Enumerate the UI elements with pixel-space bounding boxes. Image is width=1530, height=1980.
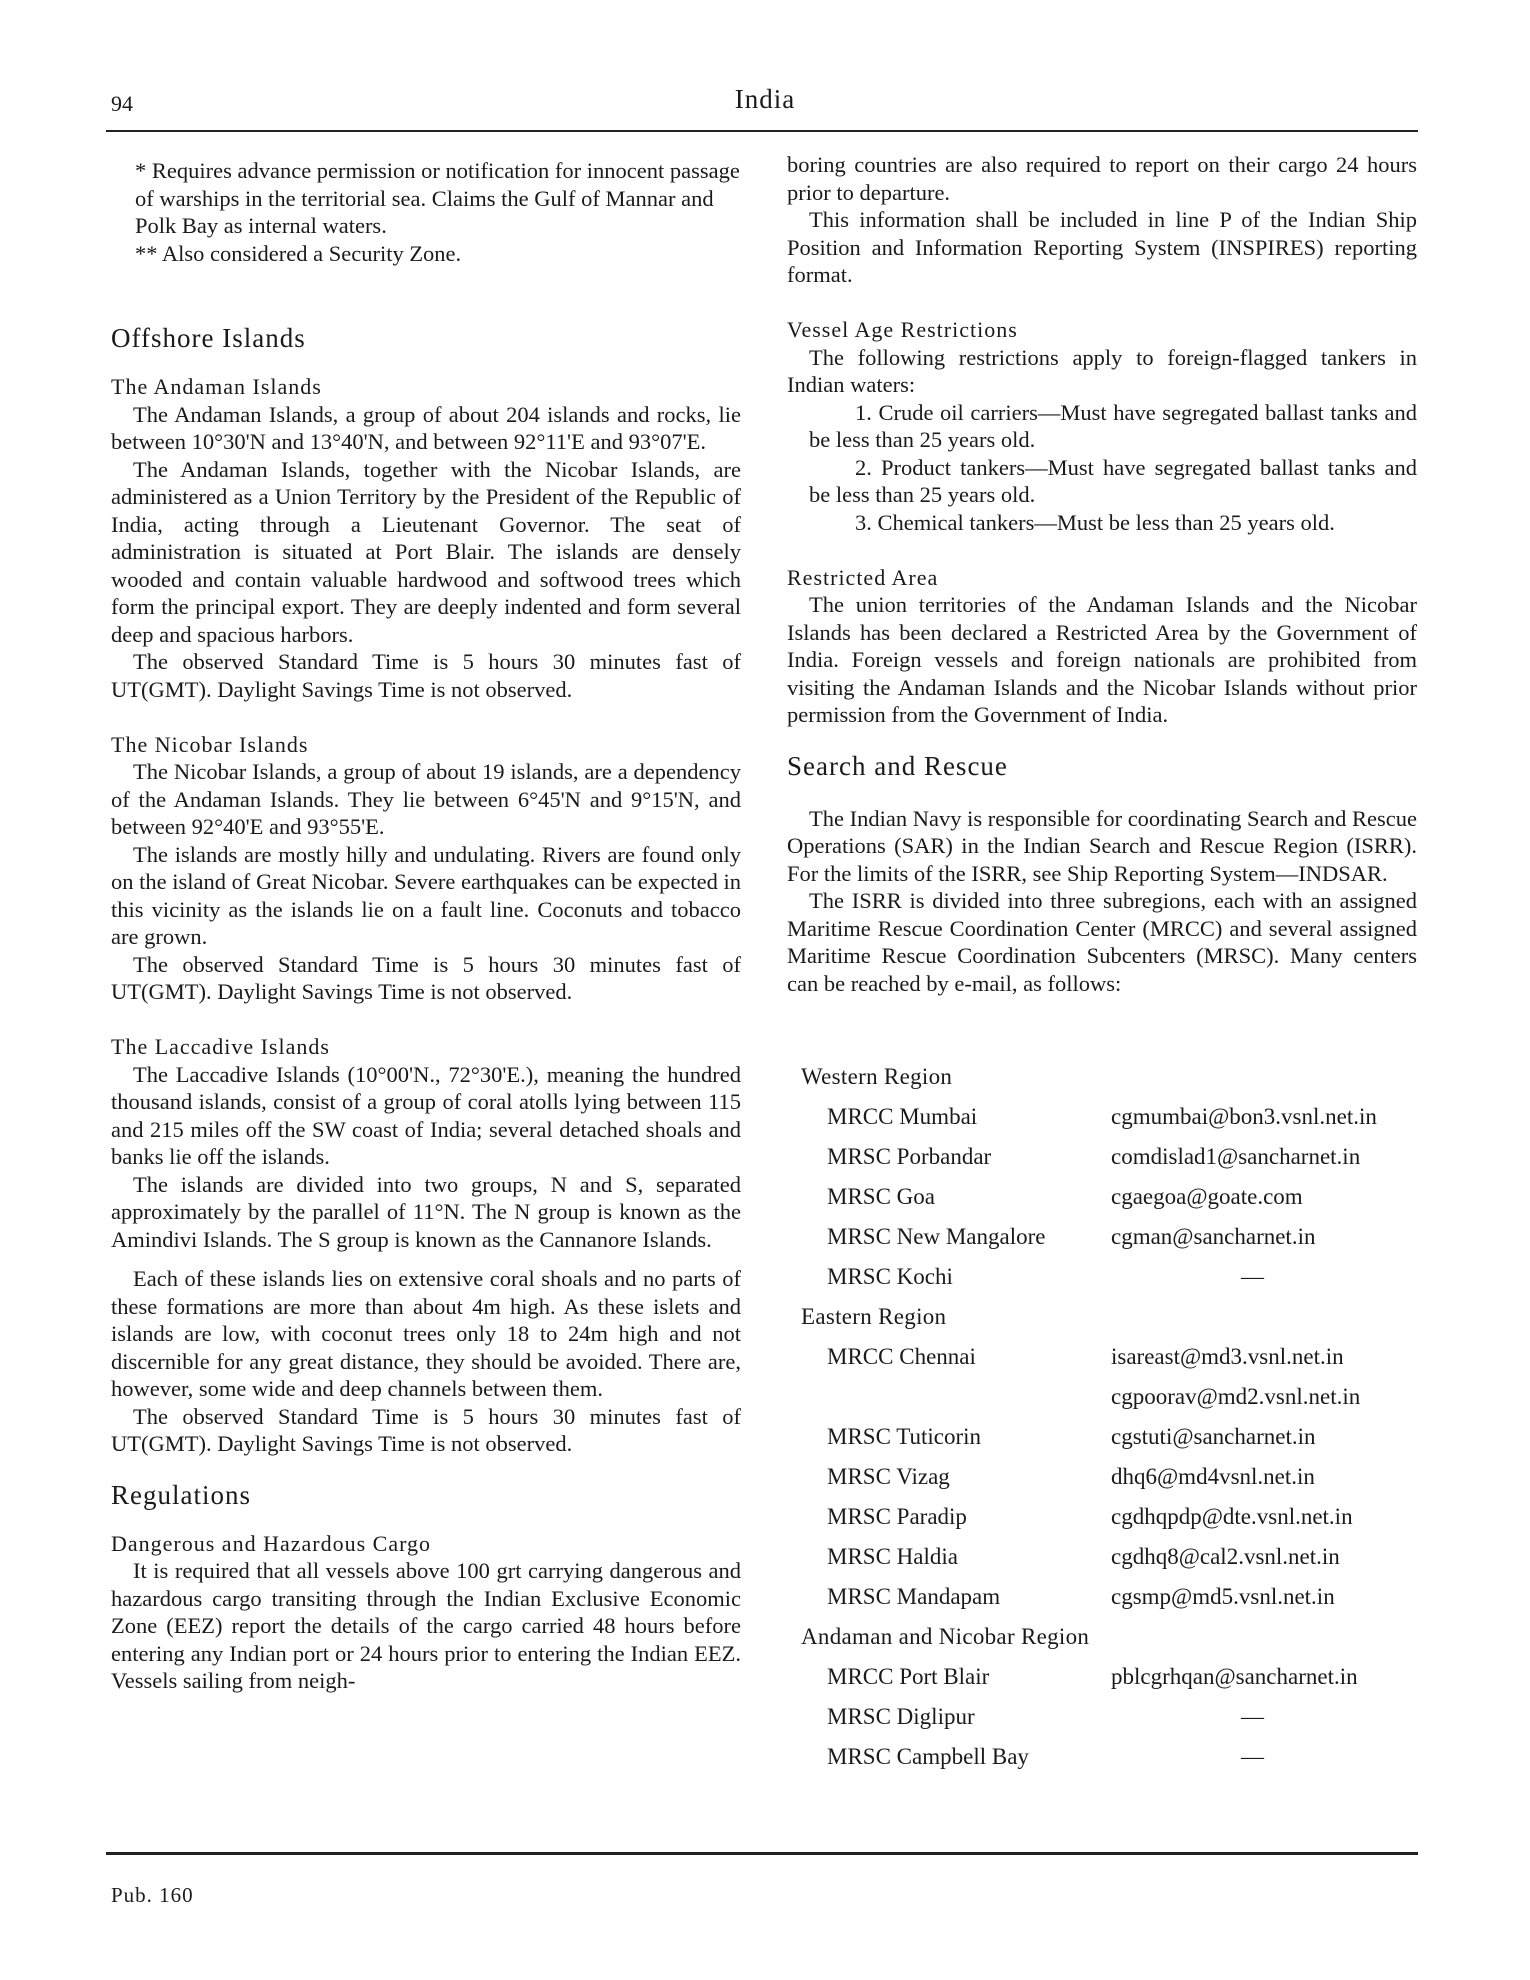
list-item: 2. Product tankers—Must have segregated ballast tanks and be less than 25 years old. bbox=[809, 454, 1417, 507]
section-heading-offshore-islands: Offshore Islands bbox=[111, 323, 306, 353]
center-email[interactable]: isareast@md3.vsnl.net.in bbox=[1111, 1344, 1344, 1369]
paragraph: The observed Standard Time is 5 hours 30 minutes fast of UT(GMT). Daylight Savings Time is not observed. bbox=[111, 1403, 741, 1456]
right-column bbox=[787, 151, 1417, 1777]
paragraph: The observed Standard Time is 5 hours 30 minutes fast of UT(GMT). Daylight Savings Time is not observed. bbox=[111, 951, 741, 1004]
paragraph: The islands are divided into two groups, N and S, separated approximately by the parallel of 11°N. The N group is known as the Amindivi Islands. The S group is known as the Cannanore Islands. bbox=[111, 1171, 741, 1252]
paragraph: The Andaman Islands, together with the Nicobar Islands, are administered as a Union Territory by the President of the Republic of India, acting through a Lieutenant Governor. The seat of administration is situated at Port Blair. The islands are densely wooded and contain valuable hardwood and softwood trees which form the principal export. They are deeply indented and form several deep and spacious harbors. bbox=[111, 456, 741, 647]
region-label: Eastern Region bbox=[801, 1304, 947, 1329]
table-row bbox=[787, 1177, 1417, 1217]
table-row bbox=[787, 1417, 1417, 1457]
footnote: * Requires advance permission or notification for innocent passage of warships in the territorial sea. Claims the Gulf of Mannar and Polk Bay as internal waters. bbox=[135, 158, 740, 238]
paragraph: The ISRR is divided into three subregions, each with an assigned Maritime Rescue Coordination Center (MRCC) and several assigned Maritime Rescue Coordination Subcenters (MRSC). Many centers can be reached by e-mail, as follows: bbox=[787, 888, 1417, 996]
center-email[interactable]: cgaegoa@goate.com bbox=[1111, 1184, 1303, 1209]
center-email[interactable]: cgpoorav@md2.vsnl.net.in bbox=[1111, 1384, 1361, 1409]
center-name: MRSC Haldia bbox=[827, 1544, 958, 1569]
subheading-vessel-age: Vessel Age Restrictions bbox=[787, 317, 1018, 342]
subheading-dangerous-cargo: Dangerous and Hazardous Cargo bbox=[111, 1530, 432, 1556]
publication-number: Pub. 160 bbox=[111, 1883, 194, 1907]
subheading-andaman: The Andaman Islands bbox=[111, 374, 322, 399]
paragraph: It is required that all vessels above 100 grt carrying dangerous and hazardous cargo transiting through the Indian Exclusive Economic Zone (EEZ) report the details of the cargo carried 48 hours before entering any Indian port or 24 hours prior to entering the Indian EEZ. Vessels sailing from neigh- bbox=[111, 1558, 741, 1693]
paragraph: The Indian Navy is responsible for coordinating Search and Rescue Operations (SAR) in the Indian Search and Rescue Region (ISRR). For the limits of the ISRR, see Ship Reporting System—INDSAR. bbox=[787, 805, 1417, 886]
center-name: MRSC Vizag bbox=[827, 1464, 950, 1489]
table-row bbox=[787, 1537, 1417, 1577]
section-heading-search-rescue: Search and Rescue bbox=[787, 750, 1008, 781]
subheading-laccadive: The Laccadive Islands bbox=[111, 1034, 330, 1059]
paragraph: The following restrictions apply to foreign-flagged tankers in Indian waters: bbox=[787, 344, 1417, 397]
table-row bbox=[787, 1577, 1417, 1617]
paragraph: The observed Standard Time is 5 hours 30 minutes fast of UT(GMT). Daylight Savings Time is not observed. bbox=[111, 649, 741, 702]
center-name: MRCC Mumbai bbox=[827, 1104, 978, 1129]
paragraph: The islands are mostly hilly and undulating. Rivers are found only on the island of Great Nicobar. Severe earthquakes can be expected in this vicinity as the islands lie on a fault line. Coconuts and tobacco are grown. bbox=[111, 841, 741, 949]
table-row bbox=[787, 1257, 1417, 1297]
table-row bbox=[787, 1137, 1417, 1177]
paragraph: Each of these islands lies on extensive coral shoals and no parts of these formations are more than about 4m high. As these islets and islands are low, with coconut trees only 18 to 24m high and not discernible for any great distance, they should be avoided. There are, however, some wide and deep channels between them. bbox=[111, 1266, 741, 1401]
center-email[interactable]: cgman@sancharnet.in bbox=[1111, 1224, 1316, 1249]
table-row bbox=[787, 1377, 1417, 1417]
center-name: MRSC New Mangalore bbox=[827, 1224, 1046, 1249]
center-name: MRSC Campbell Bay bbox=[827, 1744, 1029, 1769]
footnotes bbox=[111, 157, 741, 267]
center-name: MRCC Chennai bbox=[827, 1344, 976, 1369]
header-rule bbox=[106, 130, 1418, 132]
center-name: MRSC Mandapam bbox=[827, 1584, 1001, 1609]
center-email[interactable]: cgsmp@md5.vsnl.net.in bbox=[1111, 1584, 1335, 1609]
running-title: India bbox=[734, 84, 796, 114]
region-label: Andaman and Nicobar Region bbox=[801, 1624, 1090, 1649]
table-row bbox=[787, 1497, 1417, 1537]
left-column bbox=[111, 157, 741, 1695]
no-email-dash: — bbox=[1241, 1264, 1264, 1289]
rescue-centers-table bbox=[787, 1057, 1417, 1777]
table-row bbox=[787, 1457, 1417, 1497]
table-row bbox=[787, 1697, 1417, 1737]
center-name: MRSC Paradip bbox=[827, 1504, 967, 1529]
page-number: 94 bbox=[111, 91, 133, 116]
paragraph: The Laccadive Islands (10°00'N., 72°30'E.), meaning the hundred thousand islands, consist of a group of coral atolls lying between 115 and 215 miles off the SW coast of India; several detached shoals and banks lie off the islands. bbox=[111, 1061, 741, 1169]
paragraph: The Nicobar Islands, a group of about 19 islands, are a dependency of the Andaman Islands. They lie between 6°45'N and 9°15'N, and between 92°40'E and 93°55'E. bbox=[111, 759, 741, 839]
table-row bbox=[787, 1657, 1417, 1697]
footnote: ** Also considered a Security Zone. bbox=[135, 240, 462, 266]
center-name: MRSC Goa bbox=[827, 1184, 935, 1209]
center-email[interactable]: comdislad1@sancharnet.in bbox=[1111, 1144, 1361, 1169]
center-name: MRCC Port Blair bbox=[827, 1664, 990, 1689]
center-email[interactable]: cgdhq8@cal2.vsnl.net.in bbox=[1111, 1544, 1340, 1569]
table-row bbox=[787, 1097, 1417, 1137]
table-row bbox=[787, 1337, 1417, 1377]
center-name: MRSC Tuticorin bbox=[827, 1424, 982, 1449]
subheading-nicobar: The Nicobar Islands bbox=[111, 731, 309, 757]
table-row bbox=[787, 1737, 1417, 1777]
no-email-dash: — bbox=[1241, 1744, 1264, 1769]
center-name bbox=[787, 1377, 1111, 1417]
section-heading-regulations: Regulations bbox=[111, 1479, 251, 1510]
center-name: MRSC Diglipur bbox=[827, 1704, 975, 1729]
paragraph: This information shall be included in line P of the Indian Ship Position and Information Reporting System (INSPIRES) reporting format. bbox=[787, 207, 1417, 287]
no-email-dash: — bbox=[1241, 1704, 1264, 1729]
list-item: 1. Crude oil carriers—Must have segregated ballast tanks and be less than 25 years old. bbox=[809, 399, 1417, 452]
center-email[interactable]: cgstuti@sancharnet.in bbox=[1111, 1424, 1316, 1449]
center-email[interactable]: cgdhqpdp@dte.vsnl.net.in bbox=[1111, 1504, 1353, 1529]
center-email[interactable]: dhq6@md4vsnl.net.in bbox=[1111, 1464, 1315, 1489]
center-email[interactable]: cgmumbai@bon3.vsnl.net.in bbox=[1111, 1104, 1377, 1129]
paragraph: The Andaman Islands, a group of about 204 islands and rocks, lie between 10°30'N and 13°40'N, and between 92°11'E and 93°07'E. bbox=[111, 401, 741, 454]
list-item: 3. Chemical tankers—Must be less than 25 years old. bbox=[855, 509, 1335, 535]
region-label: Western Region bbox=[801, 1064, 953, 1089]
table-row bbox=[787, 1217, 1417, 1257]
footer-rule bbox=[106, 1852, 1418, 1855]
center-email[interactable]: pblcgrhqan@sancharnet.in bbox=[1111, 1664, 1358, 1689]
subheading-restricted-area: Restricted Area bbox=[787, 564, 939, 590]
center-name: MRSC Porbandar bbox=[827, 1144, 992, 1169]
center-name: MRSC Kochi bbox=[827, 1264, 953, 1289]
paragraph: boring countries are also required to report on their cargo 24 hours prior to departure. bbox=[787, 152, 1417, 205]
paragraph: The union territories of the Andaman Islands and the Nicobar Islands has been declared a Restricted Area by the Government of India. Foreign vessels and foreign nationals are prohibited from visiting the Andaman Islands and the Nicobar Islands without prior permission from the Government of India. bbox=[787, 592, 1417, 727]
restriction-list bbox=[787, 399, 1417, 537]
